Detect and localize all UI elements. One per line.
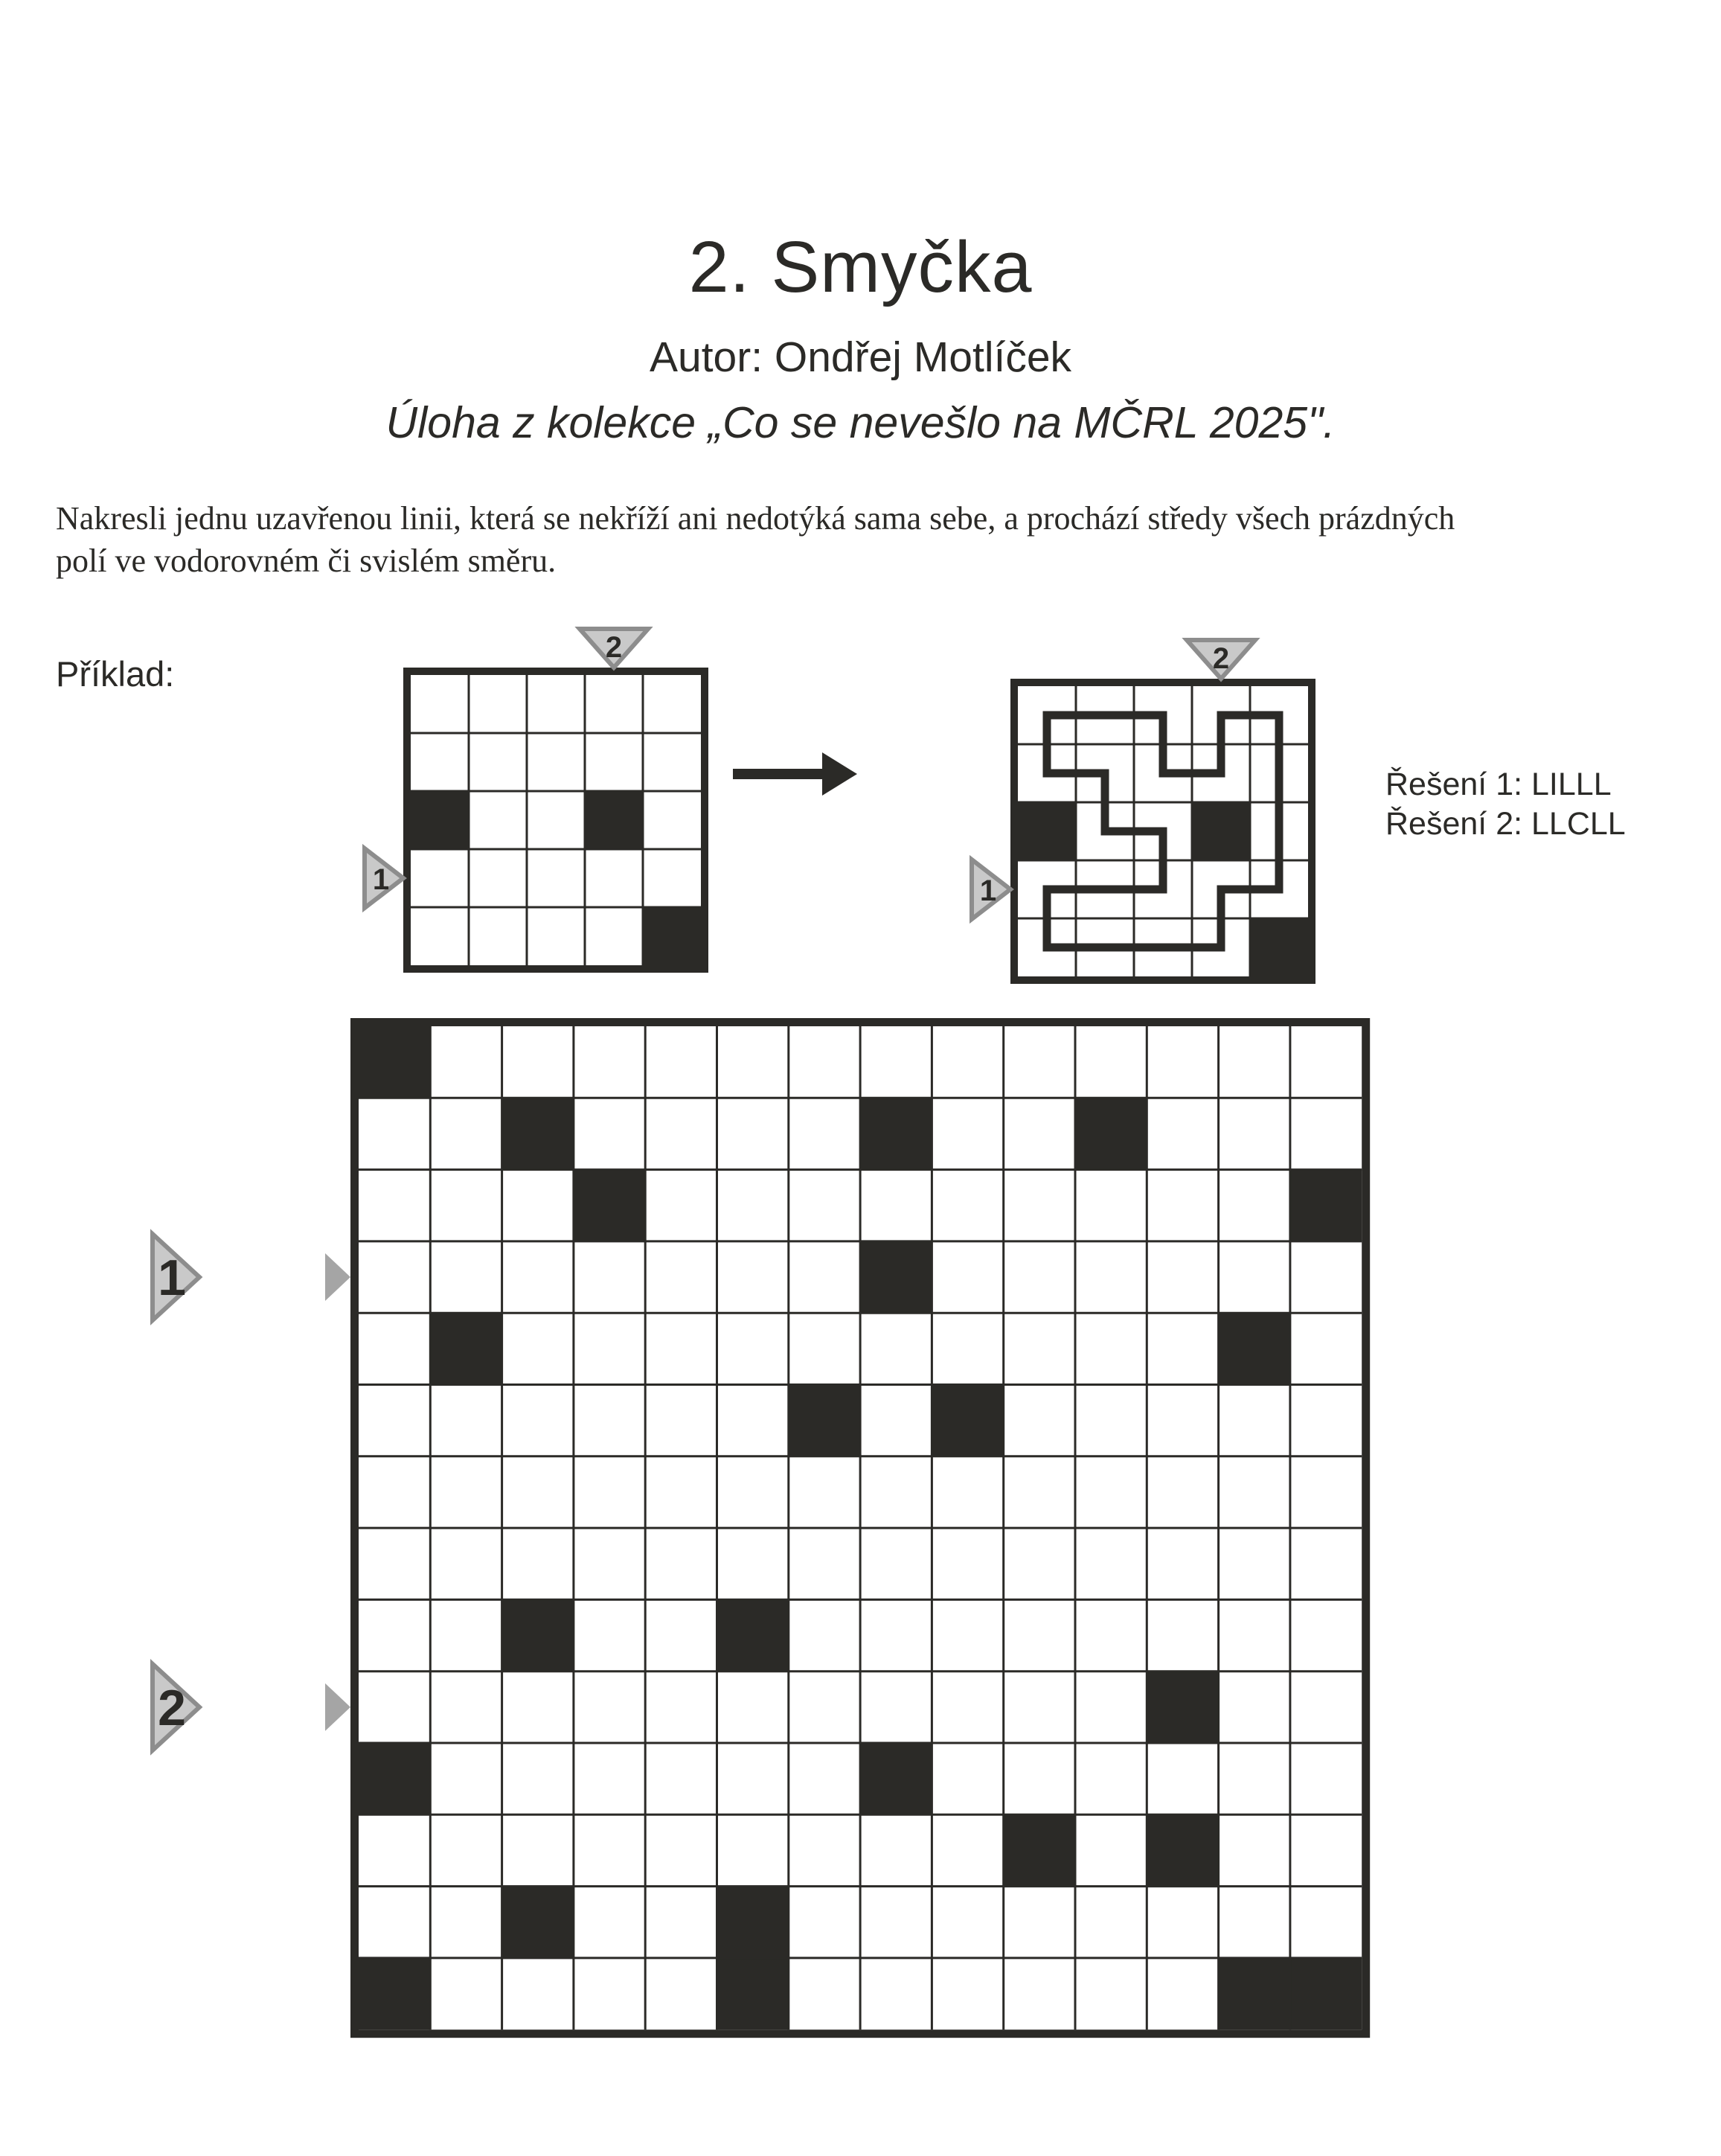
marker-tip-icon [325,1683,350,1731]
main-puzzle-grid-black-cell [860,1743,932,1814]
main-puzzle-grid-black-cell [717,1887,789,1958]
example-grid-solved [972,640,1315,984]
main-puzzle-grid-black-cell [860,1098,932,1169]
marker-label: 2 [1212,642,1230,675]
main-puzzle-grid-black-cell [1075,1098,1147,1169]
example-grid-solved-black-cell [1018,802,1076,860]
solution-line-1: Řešení 1: LILLL [1385,767,1612,802]
example-grid-solved-black-cell [1192,802,1250,860]
instructions-line-1: Nakresli jednu uzavřenou linii, která se nekříží ani nedotýká sama sebe, a prochází středy všech prázdných [56,500,1455,537]
main-puzzle-grid-black-cell [502,1098,574,1169]
marker-label: 2 [158,1679,186,1736]
marker-label: 1 [158,1250,186,1307]
instructions-line-2: polí ve vodorovném či svislém směru. [56,543,557,579]
main-puzzle-grid-black-cell [430,1313,501,1384]
author-line: Autor: Ondřej Motlíček [649,333,1072,381]
main-puzzle-grid [153,1018,1370,2038]
example-grid-unsolved-black-cell [411,791,469,849]
main-puzzle-grid-marker-2 [153,1664,350,1750]
main-puzzle-grid-black-cell [860,1241,932,1313]
arrow-right-icon [733,752,857,796]
example-grid-unsolved [365,629,708,973]
main-puzzle-grid-black-cell [502,1599,574,1671]
main-puzzle-grid-black-cell [1147,1814,1218,1886]
main-puzzle-grid-black-cell [1290,1170,1362,1241]
solution-line-2: Řešení 2: LLCLL [1385,806,1626,842]
main-puzzle-grid-black-cell [502,1887,574,1958]
main-puzzle-grid-black-cell [1147,1672,1218,1743]
marker-label: 1 [979,874,997,907]
instructions [56,497,1685,582]
main-puzzle-grid-black-cell [717,1958,789,2029]
example-grid-unsolved-black-cell [585,791,643,849]
main-puzzle-grid-black-cell [789,1385,860,1456]
main-puzzle-grid-black-cell [574,1170,645,1241]
example-grid-solved-marker-1 [972,860,1010,919]
main-puzzle-grid-black-cell [359,1743,430,1814]
main-puzzle-grid-black-cell [1219,1313,1290,1384]
example-grid-solved-marker-2 [1187,640,1255,679]
main-puzzle-grid-black-cell [359,1026,430,1098]
solutions-block [1385,765,1626,844]
main-puzzle-grid-black-cell [932,1385,1003,1456]
main-puzzle-grid-black-cell [359,1958,430,2029]
main-puzzle-grid-black-cell [717,1599,789,1671]
marker-label: 2 [605,631,623,664]
example-grid-solved-black-cell [1250,918,1308,976]
example-grid-unsolved-marker-2 [580,629,648,668]
main-puzzle-grid-black-cell [1219,1958,1290,2029]
marker-tip-icon [325,1253,350,1301]
main-puzzle-grid-black-cell [1004,1814,1075,1886]
example-grid-unsolved-black-cell [643,907,701,965]
collection-line: Úloha z kolekce „Co se nevešlo na MČRL 2025". [385,398,1336,447]
example-label: Příklad: [56,654,175,694]
main-puzzle-grid-black-cell [1290,1958,1362,2029]
marker-label: 1 [372,863,390,896]
page-title: 2. Smyčka [688,226,1033,307]
main-puzzle-grid-marker-1 [153,1234,350,1320]
example-grid-unsolved-marker-1 [365,848,403,908]
